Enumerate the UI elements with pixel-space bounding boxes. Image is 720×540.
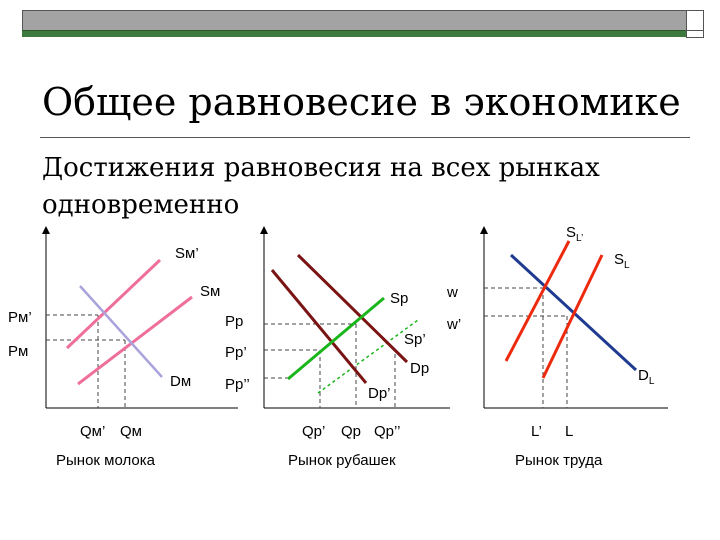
shirts-price-shifted-label: Pp’ [225, 344, 247, 361]
shirts-supply-shifted-label: Sp’ [404, 331, 426, 348]
shirts-qty-shifted2-label: Qp’’ [374, 423, 401, 440]
milk-market-caption: Рынок молока [56, 452, 155, 469]
labor-market-caption: Рынок труда [515, 452, 603, 469]
shirts-demand-curve [298, 255, 407, 362]
labor-qty-shifted-label: L’ [531, 423, 542, 440]
shirts-market-caption: Рынок рубашек [288, 452, 396, 469]
milk-demand-curve [80, 286, 162, 377]
shirts-qty-shifted-label: Qp’ [302, 423, 326, 440]
shirts-price-label: Pp [225, 313, 244, 330]
labor-qty-label: L [565, 423, 574, 440]
milk-supply-shifted-curve [67, 260, 160, 348]
labor-supply-sub: L [624, 260, 630, 271]
milk-supply-label: Sм [200, 283, 221, 300]
labor-demand-label [638, 367, 655, 387]
labor-demand-sub: L [648, 376, 655, 387]
shirts-supply-curve [288, 298, 384, 379]
shirts-supply-label: Sp [390, 290, 409, 307]
milk-market-graph [8, 230, 238, 440]
milk-price-shifted-label: Pм’ [8, 309, 32, 326]
shirts-market-graph [225, 230, 450, 440]
slide-subtitle: Достижения равновесия на всех рынках одновременно [42, 153, 600, 220]
milk-demand-label: Dм [170, 373, 192, 390]
milk-price-label: Pм [8, 343, 29, 360]
labor-wage-label: w [447, 284, 458, 301]
labor-supply-main: S [614, 251, 625, 268]
slide-title: Общее равновесие в экономике [42, 80, 681, 124]
labor-supply-shifted-sub: L’ [576, 233, 584, 244]
labor-supply-shifted-main: S [566, 224, 577, 241]
shirts-demand-label: Dp [410, 360, 430, 377]
shirts-demand-shifted-label: Dp’ [368, 385, 391, 402]
milk-supply-shifted-label: Sм’ [175, 245, 199, 262]
labor-demand-main: D [638, 367, 649, 384]
shirts-price-shifted2-label: Pp’’ [225, 376, 250, 393]
labor-supply-label [614, 251, 630, 271]
shirts-qty-label: Qp [341, 423, 362, 440]
labor-wage-shifted-label: w’ [447, 316, 462, 333]
milk-qty-label: Qм [120, 423, 142, 440]
milk-qty-shifted-label: Qм’ [80, 423, 106, 440]
labor-market-graph [446, 224, 668, 440]
